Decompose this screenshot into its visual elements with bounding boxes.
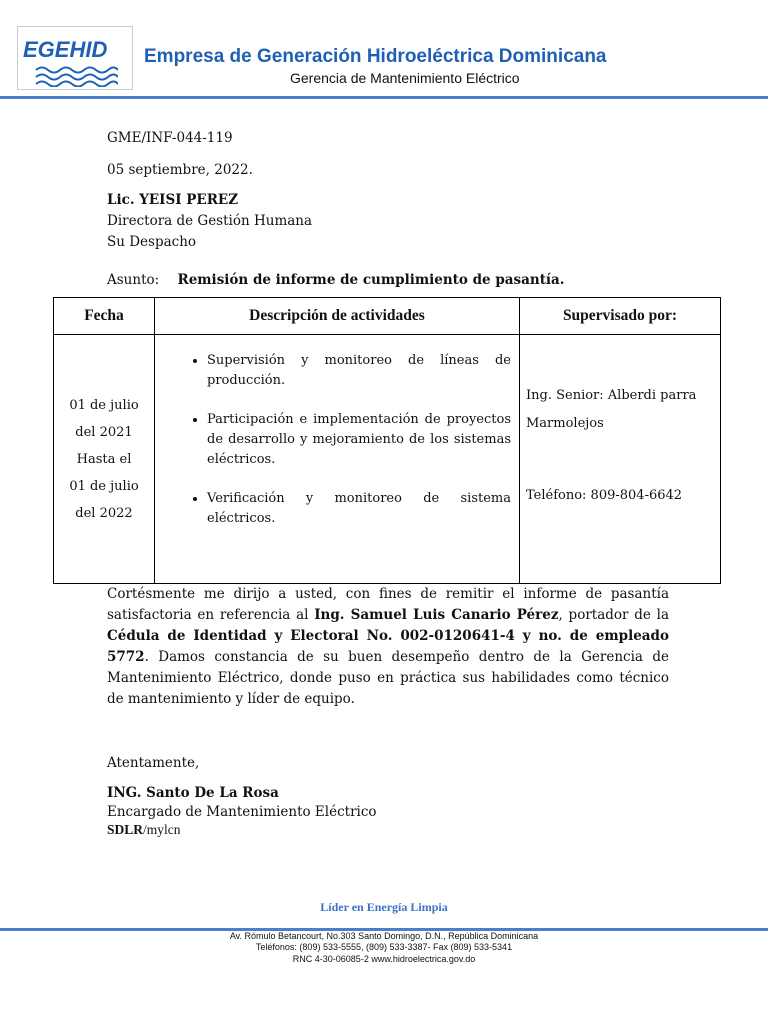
table-header-row (54, 298, 721, 335)
footer-phones: Teléfonos: (809) 533-5555, (809) 533-3387- Fax (809) 533-5341 (255, 942, 513, 952)
supervisor-cell (520, 335, 721, 584)
recipient-prefix: Lic. (107, 192, 140, 208)
subject-text: Remisión de informe de cumplimiento de pasantía. (177, 272, 565, 288)
letter-date: 05 septiembre, 2022. (107, 162, 253, 178)
subject-label: Asunto: (107, 272, 160, 288)
body-text-3: . Damos constancia de su buen desempeño dentro de la Gerencia de Mantenimiento Eléctrico, donde puso en práctica sus habilidades como técnico de mantenimiento y líder de equipo. (107, 649, 669, 707)
activities-table (53, 297, 721, 584)
initials (107, 820, 181, 840)
date-line: 01 de julio (69, 397, 139, 413)
date-line: del 2021 (75, 424, 133, 440)
recipient-title: Directora de Gestión Humana (107, 213, 313, 229)
signer-title: Encargado de Mantenimiento Eléctrico (107, 804, 377, 820)
list-item: • Participación e implementación de proyectos de desarrollo y mejoramiento de los sistemas eléctricos. (207, 410, 511, 470)
header-supervisor: Supervisado por: (520, 298, 721, 335)
date-cell (54, 335, 155, 584)
recipient-name: YEISI PEREZ (139, 192, 239, 208)
list-item: • Supervisión y monitoreo de líneas de producción. (207, 351, 511, 391)
supervisor-phone: Teléfono: 809-804-6642 (526, 488, 683, 503)
water-waves-icon (34, 65, 118, 87)
initials-bold: SDLR (107, 822, 144, 837)
company-name: Empresa de Generación Hidroeléctrica Dominicana (144, 46, 607, 67)
body-text-2: , portador de la (558, 607, 669, 623)
header-divider (0, 96, 768, 99)
intern-name: Ing. Samuel Luis Canario Pérez (314, 607, 559, 623)
slogan: Líder en Energía Limpia (320, 900, 448, 914)
reference-number: GME/INF-044-119 (107, 130, 233, 146)
body-paragraph (107, 584, 669, 710)
footer-rnc: RNC 4-30-06085-2 www.hidroelectrica.gov.do (292, 954, 476, 964)
recipient-line (107, 190, 238, 210)
company-logo (17, 26, 133, 90)
table-row (54, 335, 721, 584)
date-line: del 2022 (75, 505, 133, 521)
header-date: Fecha (54, 298, 155, 335)
recipient-office: Su Despacho (107, 234, 197, 250)
initials-rest: /mylcn (143, 822, 181, 837)
id-and-employee-number: Cédula de Identidad y Electoral No. 002-0120641-4 y no. de empleado 5772 (107, 628, 669, 665)
date-line: Hasta el (76, 451, 132, 467)
activities-list (155, 351, 511, 529)
date-line: 01 de julio (69, 478, 139, 494)
header-activities: Descripción de actividades (155, 298, 520, 335)
logo-text: EGEHID (23, 37, 108, 62)
department-name: Gerencia de Mantenimiento Eléctrico (290, 70, 520, 86)
footer-address: Av. Rómulo Betancourt, No.303 Santo Domingo, D.N., República Dominicana (229, 931, 539, 941)
body-text-1: Cortésmente me dirijo a usted, con fines de remitir el informe de pasantía satisfactoria en referencia al (107, 586, 669, 623)
signer-name: ING. Santo De La Rosa (107, 785, 279, 801)
salutation: Atentamente, (107, 755, 200, 771)
supervisor-name: Ing. Senior: Alberdi parra Marmolejos (526, 388, 697, 431)
activities-cell (155, 335, 520, 584)
list-item: • Verificación y monitoreo de sistema eléctricos. (207, 489, 511, 529)
subject-line (107, 270, 565, 290)
